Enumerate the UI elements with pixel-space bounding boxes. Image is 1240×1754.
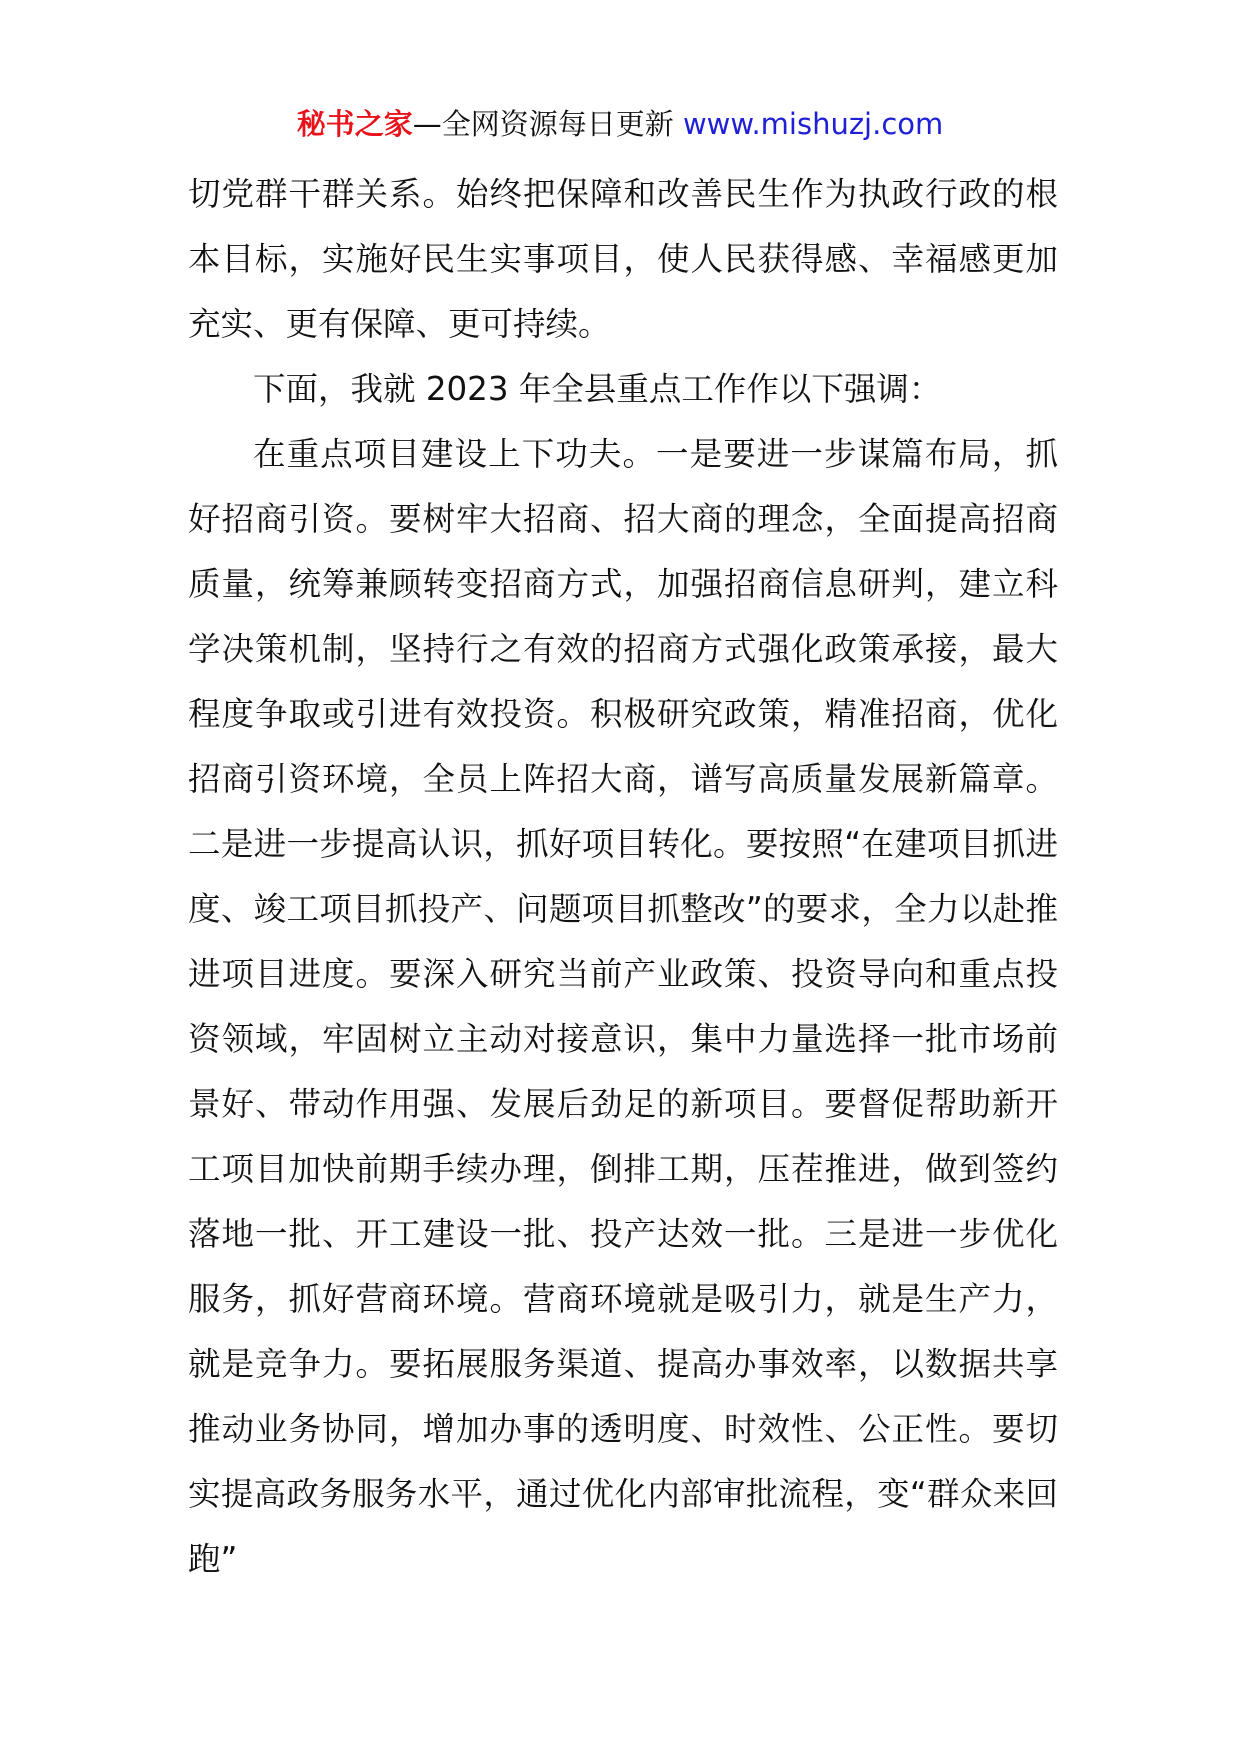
paragraph-intro: 下面，我就 2023 年全县重点工作作以下强调： xyxy=(253,370,942,408)
paragraph-continued: 切党群干群关系。始终把保障和改善民生作为执政行政的根本目标，实施好民生实事项目，使人民获得感、幸福感更加充实、更有保障、更可持续。 xyxy=(188,175,1058,343)
header-tagline: —全网资源每日更新 xyxy=(412,107,674,141)
page-header xyxy=(0,104,1240,144)
brand-name: 秘书之家 xyxy=(296,107,413,141)
paragraph-key-projects: 在重点项目建设上下功夫。一是要进一步谋篇布局，抓好招商引资。要树牢大招商、招大商的理念，全面提高招商质量，统筹兼顾转变招商方式，加强招商信息研判，建立科学决策机制，坚持行之有效的招商方式强化政策承接，最大程度争取或引进有效投资。积极研究政策，精准招商，优化招商引资环境，全员上阵招大商，谱写高质量发展新篇章。二是进一步提高认识，抓好项目转化。要按照“在建项目抓进度、竣工项目抓投产、问题项目抓整改”的要求，全力以赴推进项目进度。要深入研究当前产业政策、投资导向和重点投资领域，牢固树立主动对接意识，集中力量选择一批市场前景好、带动作用强、发展后劲足的新项目。要督促帮助新开工项目加快前期手续办理，倒排工期，压茬推进，做到签约落地一批、开工建设一批、投产达效一批。三是进一步优化服务，抓好营商环境。营商环境就是吸引力，就是生产力，就是竞争力。要拓展服务渠道、提高办事效率，以数据共享推动业务协同，增加办事的透明度、时效性、公正性。要切实提高政务服务水平，通过优化内部审批流程，变“群众来回跑” xyxy=(188,435,1058,1578)
site-url-link[interactable]: www.mishuzj.com xyxy=(682,107,944,141)
document-body xyxy=(188,162,1058,1592)
